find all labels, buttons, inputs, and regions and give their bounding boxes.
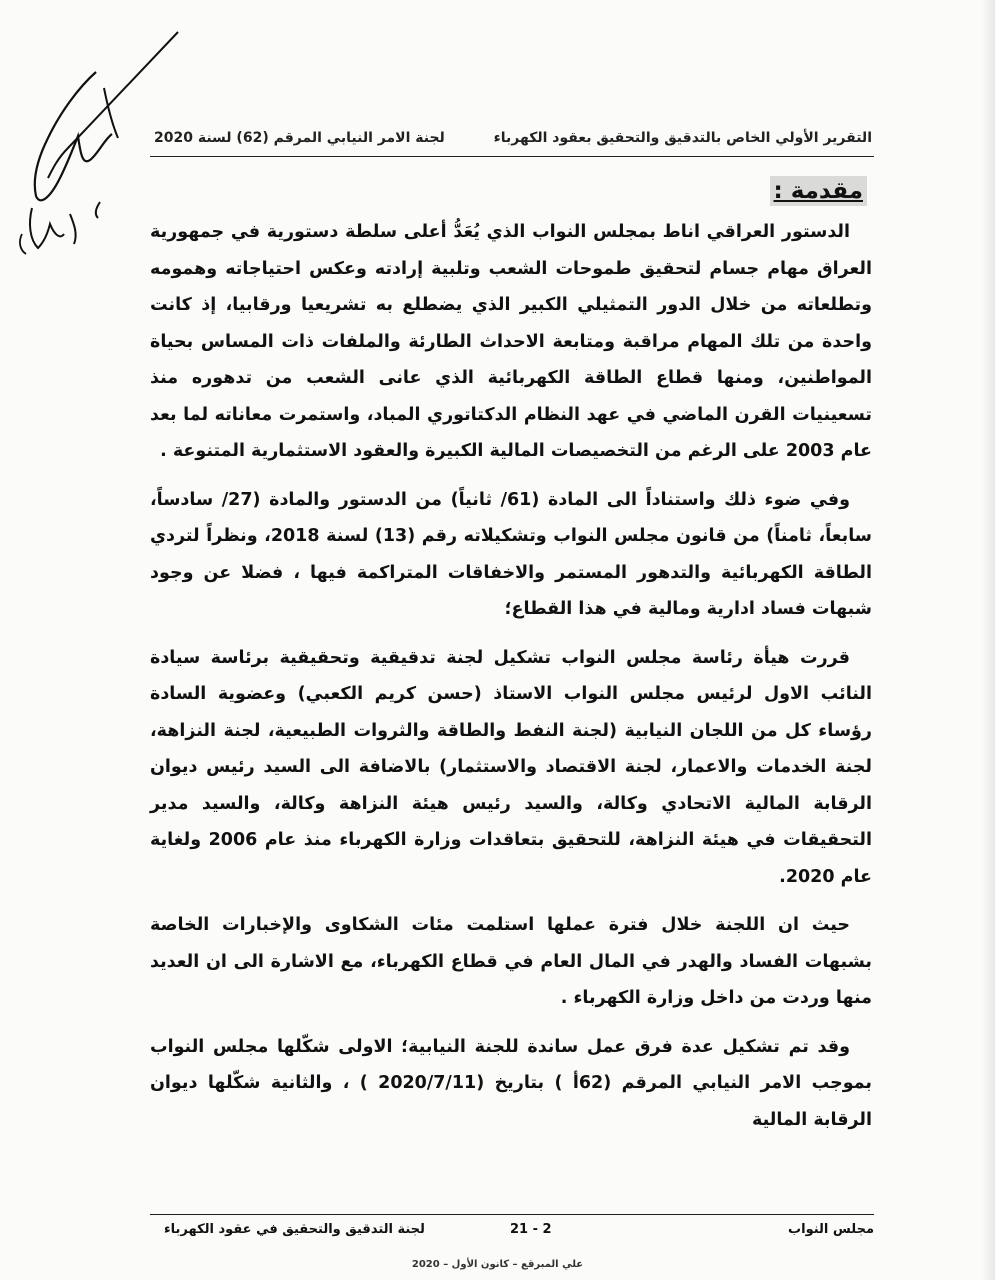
- paragraph: [150, 1029, 872, 1139]
- section-title: مقدمة :: [770, 176, 867, 206]
- author-note: علي المبرقع – كانون الأول – 2020: [411, 1259, 584, 1270]
- paragraph-text: قررت هيأة رئاسة مجلس النواب تشكيل لجنة تدقيقية وتحقيقية برئاسة سيادة النائب الاول لرئيس مجلس النواب الاستاذ (حسن كريم الكعبي) وعضوية السادة رؤساء كل من اللجان النيابية (لجنة النفط والطاقة والثروات الطبيعية، لجنة النزاهة، لجنة الخدمات والاعمار، لجنة الاقتصاد والاستثمار) بالاضافة الى السيد رئيس ديوان الرقابة المالية الاتحادي وكالة، والسيد رئيس هيئة النزاهة وكالة، والسيد مدير التحقيقات في هيئة النزاهة، للتحقيق بتعاقدات وزارة الكهرباء منذ عام 2006 ولغاية عام 2020.: [150, 647, 872, 887]
- page-footer: [150, 1222, 874, 1242]
- footer-institution: مجلس النواب: [788, 1222, 874, 1237]
- paragraph-text: حيث ان اللجنة خلال فترة عملها استلمت مئات الشكاوى والإخبارات الخاصة بشبهات الفساد والهدر في المال العام في قطاع الكهرباء، مع الاشارة الى ان العديد منها وردت من داخل وزارة الكهرباء .: [150, 915, 872, 1008]
- header-committee: لجنة الامر النيابي المرقم (62) لسنة 2020: [154, 130, 445, 146]
- header-report-title: التقرير الأولي الخاص بالتدقيق والتحقيق بعقود الكهرباء: [493, 130, 872, 146]
- paragraph-text: الدستور العراقي اناط بمجلس النواب الذي يُعَدُّ أعلى سلطة دستورية في جمهورية العراق مهام جسام لتحقيق طموحات الشعب وتلبية إرادته وعكس احتياجاته وهمومه وتطلعاته من خلال الدور التمثيلي الكبير الذي يضطلع به تشريعيا ورقابيا، إذ كانت واحدة من تلك المهام مراقبة ومتابعة الاحداث الطارئة والملفات ذات المساس بحياة المواطنين، ومنها قطاع الطاقة الكهربائية الذي عانى الشعب من تدهوره منذ تسعينيات القرن الماضي في عهد النظام الدكتاتوري المباد، واستمرت معاناته لما بعد عام 2003 على الرغم من التخصيصات المالية الكبيرة والعقود الاستثمارية المتنوعة .: [150, 222, 872, 461]
- footer-divider: [150, 1214, 874, 1215]
- paragraph: [150, 214, 872, 470]
- header-divider: [150, 156, 874, 157]
- page-edge-shadow: [981, 0, 995, 1280]
- footer-page-number: 2 - 21: [510, 1222, 552, 1237]
- paragraph: [150, 640, 872, 896]
- document-body: [150, 214, 872, 1138]
- footer-committee: لجنة التدقيق والتحقيق في عقود الكهرباء: [164, 1222, 425, 1237]
- paragraph-text: وفي ضوء ذلك واستناداً الى المادة (61/ ثانياً) من الدستور والمادة (27/ سادساً، سابعاً، ثامناً) من قانون مجلس النواب وتشكيلاته رقم (13) لسنة 2018، ونظراً لتردي الطاقة الكهربائية والتدهور المستمر والاخفاقات المتراكمة فيها ، فضلا عن وجود شبهات فساد ادارية ومالية في هذا القطاع؛: [150, 489, 873, 619]
- page-header: [150, 130, 872, 152]
- paragraph: [150, 907, 872, 1017]
- paragraph: [150, 482, 872, 628]
- paragraph-text: وقد تم تشكيل عدة فرق عمل ساندة للجنة النيابية؛ الاولى شكّلها مجلس النواب بموجب الامر النيابي المرقم (62أ ) بتاريخ (2020/7/11 ) ، والثانية شكّلها ديوان الرقابة المالية: [150, 1036, 872, 1130]
